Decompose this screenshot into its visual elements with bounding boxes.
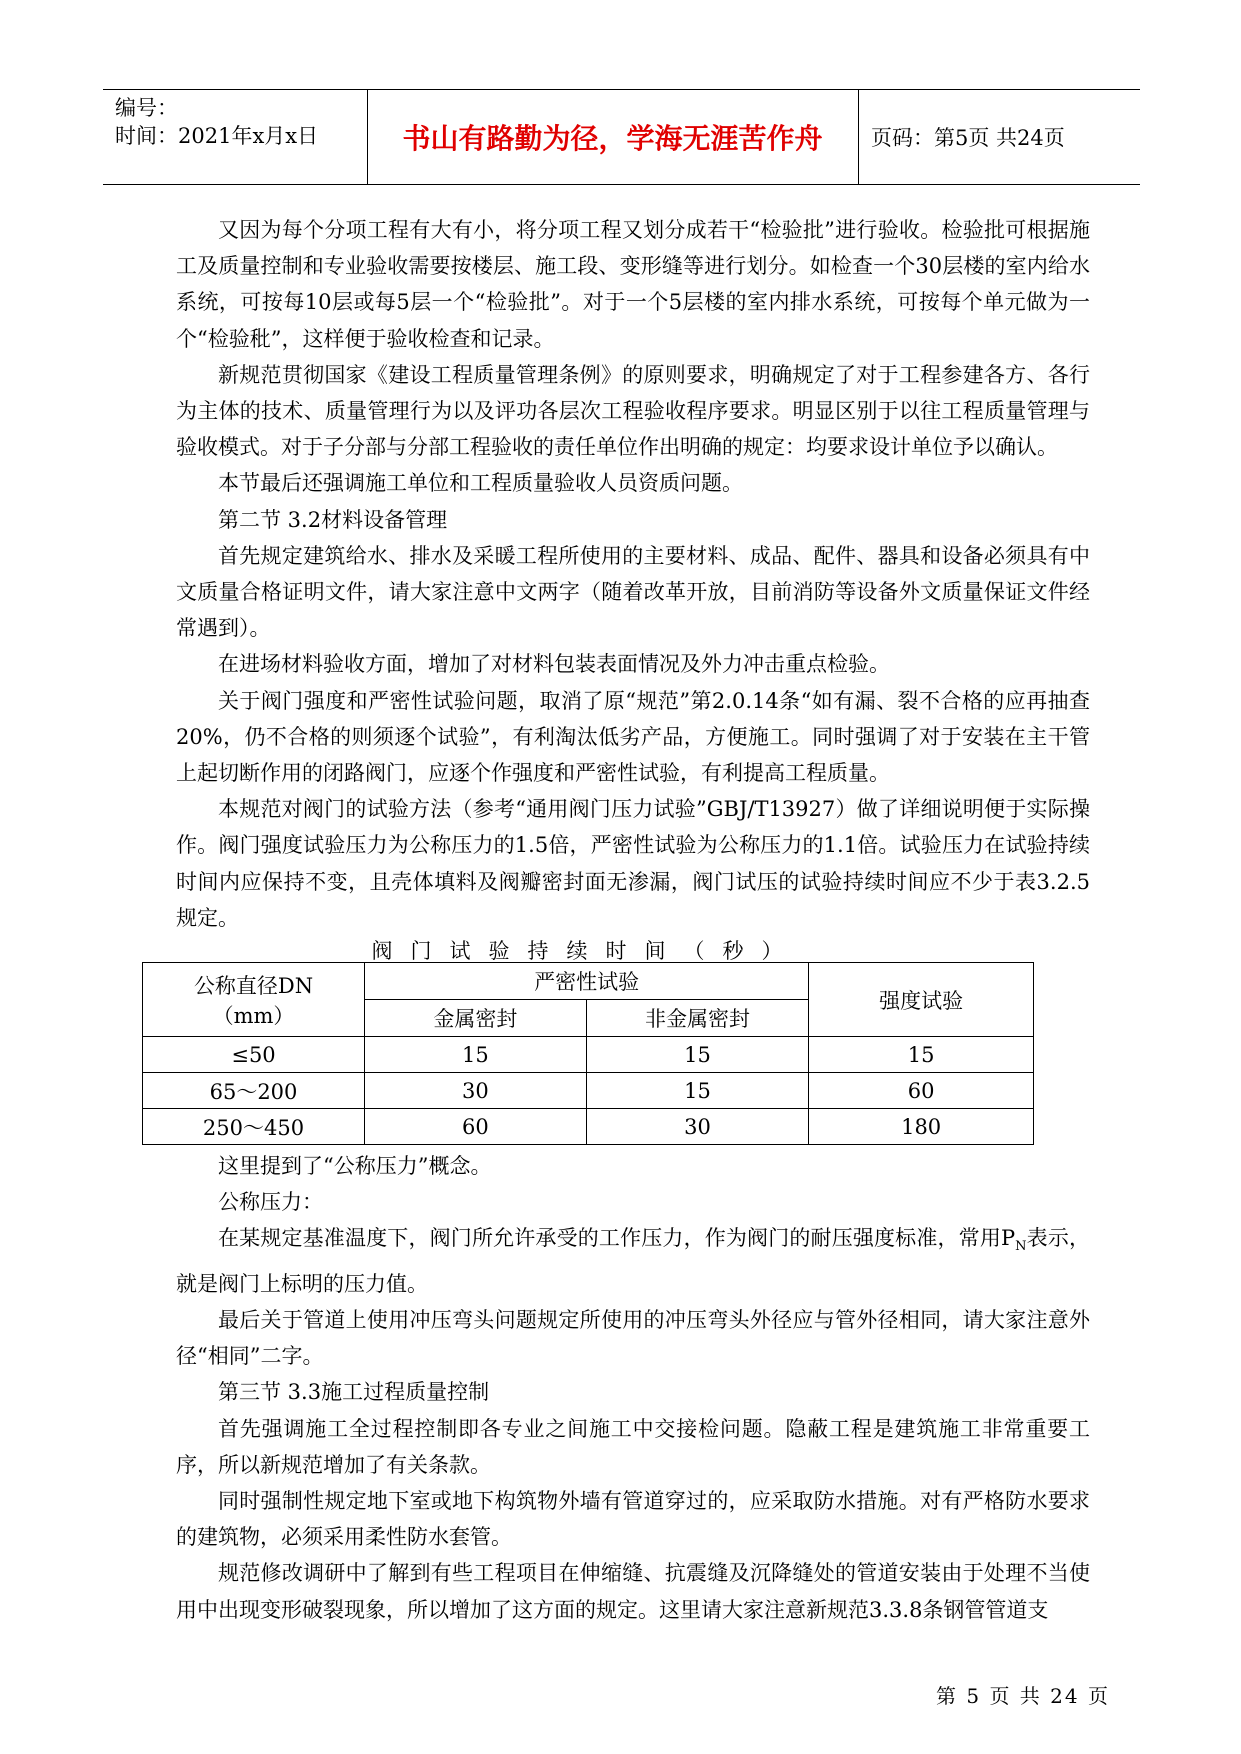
cell-metal: 60 bbox=[365, 1109, 587, 1145]
paragraph: 在进场材料验收方面，增加了对材料包装表面情况及外力冲击重点检验。 bbox=[218, 652, 890, 677]
cell-dn: ≤50 bbox=[143, 1037, 365, 1073]
header-dn-line2: （mm） bbox=[212, 1003, 295, 1028]
table-row bbox=[143, 1109, 1034, 1145]
table-caption: 阀门试验持续时间（秒） bbox=[371, 939, 801, 963]
cell-strength: 180 bbox=[809, 1109, 1034, 1145]
text-run: 表示，就是阀门上标明的压力值。 bbox=[176, 1226, 1091, 1296]
body-text-top bbox=[176, 212, 1090, 936]
cell-dn: 250～450 bbox=[143, 1109, 365, 1145]
header-motto: 书山有路勤为径，学海无涯苦作舟 bbox=[402, 122, 823, 155]
header-divider bbox=[858, 90, 859, 184]
cell-strength: 60 bbox=[809, 1073, 1034, 1109]
pressure-symbol: P bbox=[1001, 1226, 1016, 1251]
paragraph: 新规范贯彻国家《建设工程质量管理条例》的原则要求，明确规定了对于工程参建各方、各行为主体的技术、质量管理行为以及评功各层次工程验收程序要求。明显区别于以往工程质量管理与验收模式。对于子分部与分部工程验收的责任单位作出明确的规定：均要求设计单位予以确认。 bbox=[176, 362, 1090, 460]
cell-strength: 15 bbox=[809, 1037, 1034, 1073]
body-text-bottom bbox=[176, 1148, 1090, 1628]
valve-test-duration-table bbox=[142, 962, 1034, 1145]
header-number: 编号： bbox=[115, 96, 178, 120]
paragraph: 首先强调施工全过程控制即各专业之间施工中交接检问题。隐蔽工程是建筑施工非常重要工序，所以新规范增加了有关条款。 bbox=[176, 1416, 1090, 1477]
header-meta bbox=[115, 94, 318, 150]
paragraph: 最后关于管道上使用冲压弯头问题规定所使用的冲压弯头外径应与管外径相同，请大家注意外径“相同”二字。 bbox=[176, 1308, 1090, 1369]
header-cell-tightness: 严密性试验 bbox=[365, 963, 809, 1000]
paragraph: 本规范对阀门的试验方法（参考“通用阀门压力试验”GBJ/T13927）做了详细说明便于实际操作。阀门强度试验压力为公称压力的1.5倍，严密性试验为公称压力的1.1倍。试验压力在试验持续时间内应保持不变，且壳体填料及阀瓣密封面无渗漏，阀门试压的试验持续时间应不少于表3.2.5规定。 bbox=[176, 797, 1090, 930]
section-heading: 第二节 3.2材料设备管理 bbox=[218, 507, 448, 532]
table-row bbox=[143, 1037, 1034, 1073]
paragraph: 这里提到了“公称压力”概念。 bbox=[218, 1154, 492, 1178]
cell-metal: 15 bbox=[365, 1037, 587, 1073]
header-cell-nonmetal: 非金属密封 bbox=[586, 1000, 809, 1037]
header-cell-strength: 强度试验 bbox=[809, 963, 1034, 1037]
paragraph bbox=[176, 1220, 1090, 1302]
header-time: 时间：2021年x月x日 bbox=[115, 124, 319, 148]
header-dn-line1: 公称直径DN bbox=[193, 973, 314, 998]
section-heading: 第三节 3.3施工过程质量控制 bbox=[218, 1380, 490, 1405]
paragraph: 公称压力： bbox=[218, 1190, 323, 1215]
paragraph: 规范修改调研中了解到有些工程项目在伸缩缝、抗震缝及沉降缝处的管道安装由于处理不当使用中出现变形破裂现象，所以增加了这方面的规定。这里请大家注意新规范3.3.8条钢管管道支 bbox=[176, 1561, 1090, 1622]
header-page-info: 页码：第5页 共24页 bbox=[871, 126, 1065, 150]
table-header-row bbox=[143, 963, 1034, 1000]
paragraph: 本节最后还强调施工单位和工程质量验收人员资质问题。 bbox=[218, 471, 743, 496]
header-cell-metal: 金属密封 bbox=[365, 1000, 587, 1037]
cell-nonmetal: 15 bbox=[586, 1037, 809, 1073]
page-header bbox=[103, 89, 1140, 185]
page-footer: 第 5 页 共 24 页 bbox=[936, 1684, 1110, 1708]
paragraph: 首先规定建筑给水、排水及采暖工程所使用的主要材料、成品、配件、器具和设备必须具有中文质量合格证明文件，请大家注意中文两字（随着改革开放，目前消防等设备外文质量保证文件经常遇到）。 bbox=[176, 543, 1090, 641]
text-run: 在某规定基准温度下，阀门所允许承受的工作压力，作为阀门的耐压强度标准，常用 bbox=[218, 1226, 1001, 1251]
cell-nonmetal: 15 bbox=[586, 1073, 809, 1109]
paragraph: 关于阀门强度和严密性试验问题，取消了原“规范”第2.0.14条“如有漏、裂不合格的应再抽查20%，仍不合格的则须逐个试验”，有利淘汰低劣产品，方便施工。同时强调了对于安装在主干管上起切断作用的闭路阀门，应逐个作强度和严密性试验，有利提高工程质量。 bbox=[176, 688, 1090, 786]
cell-metal: 30 bbox=[365, 1073, 587, 1109]
pressure-subscript: N bbox=[1015, 1239, 1027, 1255]
paragraph: 同时强制性规定地下室或地下构筑物外墙有管道穿过的，应采取防水措施。对有严格防水要求的建筑物，必须采用柔性防水套管。 bbox=[176, 1489, 1090, 1550]
table-row bbox=[143, 1073, 1034, 1109]
cell-nonmetal: 30 bbox=[586, 1109, 809, 1145]
paragraph: 又因为每个分项工程有大有小，将分项工程又划分成若干“检验批”进行验收。检验批可根据施工及质量控制和专业验收需要按楼层、施工段、变形缝等进行划分。如检查一个30层楼的室内给水系统，可按每10层或每5层一个“检验批”。对于一个5层楼的室内排水系统，可按每个单元做为一个“检验秕”，这样便于验收检查和记录。 bbox=[176, 218, 1090, 351]
cell-dn: 65～200 bbox=[143, 1073, 365, 1109]
header-cell-dn bbox=[143, 963, 365, 1037]
